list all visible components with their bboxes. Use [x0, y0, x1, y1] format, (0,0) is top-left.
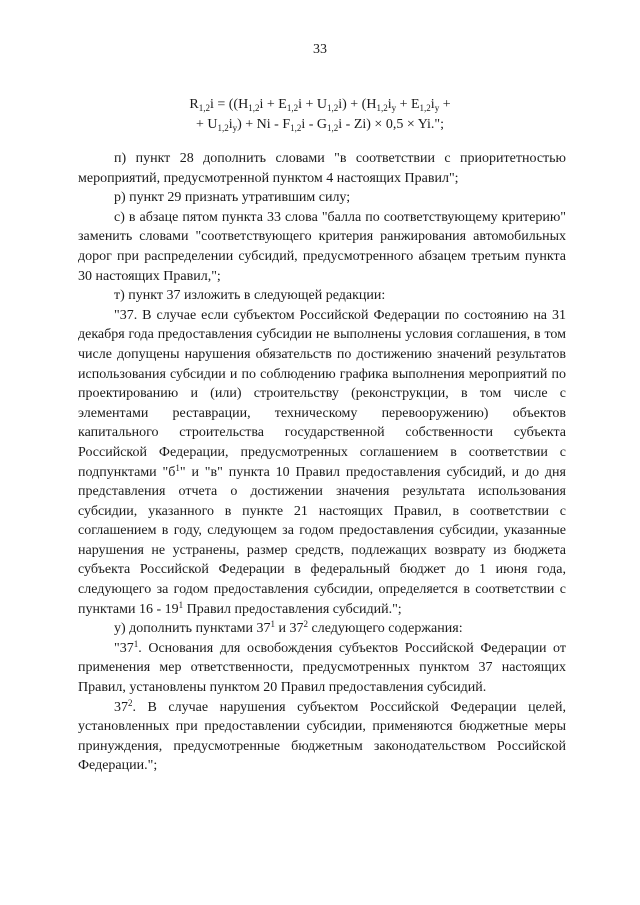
paragraph-37-1: "$37^1$. Основания для освобождения субъектов Российской Федерации от применения мер ответственности, предусмотренных пунктом 37 настоящих Правил, установлены пунктом 20 Правил предоставления субсидий.	[78, 638, 566, 696]
paragraph-r: р) пункт 29 признать утратившим силу;	[114, 190, 351, 206]
paragraph-37-2: $37^2$. В случае нарушения субъектом Российской Федерации целей, установленных при предоставлении субсидии, применяются бюджетные меры принуждения, предусмотренные бюджетным законодательством Российской Федерации.";	[78, 697, 566, 774]
paragraph-p: п) пункт 28 дополнить словами "в соответствии с приоритетностью мероприятий, предусмотренной пунктом 4 настоящих Правил";	[78, 151, 566, 186]
paragraph-37: "37. В случае если субъектом Российской Федерации по состоянию на 31 декабря года предоставления субсидии не выполнены условия соглашения, в том числе допущены нарушения обязательств по достижению значений результатов использования субсидии и по соблюдению графика выполнения мероприятий по проектированию и (или) строительству (реконструкции, в том числе с элементами реставрации, техническому перевооружению) объектов капитального строительства государственной собственности субъекта Российской Федерации, предусмотренных соглашением в соответствии с подпунктами "$б^1$" и "в" пункта 10 Правил предоставления субсидий, и до дня представления отчета о достижении значения результата использования субсидии, указанного в пункте 21 настоящих Правил, в соответствии с соглашением в году, следующем за годом предоставления субсидии, указанные нарушения не устранены, размер средств, подлежащих возврату из бюджета субъекта Российской Федерации в федеральный бюджет до 1 июня года, следующего за годом предоставления субсидии, определяется в соответствии с пунктами $16 - 19^1$ Правил предоставления субсидий.";	[78, 307, 566, 617]
paragraph-u: у) дополнить пунктами $37^1$ и $37^2$ следующего содержания:	[114, 619, 463, 637]
document-body	[78, 149, 566, 776]
formula-line-1: $R_{1,2}i = ((H_{1,2}i + E_{1,2}i + U_{1,2}i) + (H_{1,2}i_y + E_{1,2}i_y$ +	[189, 97, 451, 113]
paragraph-t: т) пункт 37 изложить в следующей редакции:	[114, 288, 386, 304]
paragraph-s: с) в абзаце пятом пункта 33 слова "балла по соответствующему критерию" заменить словами "соответствующего критерия ранжирования автомобильных дорог при распределении субсидий, предусмотренного абзацем третьим пункта 30 настоящих Правил,";	[78, 209, 566, 284]
formula-line-2: + $U_{1,2}i_y) + Ni - F_{1,2}i - G_{1,2}i - Zi) \times 0,5 \times Yi$.";	[195, 117, 445, 133]
page-number: 33	[313, 42, 327, 57]
